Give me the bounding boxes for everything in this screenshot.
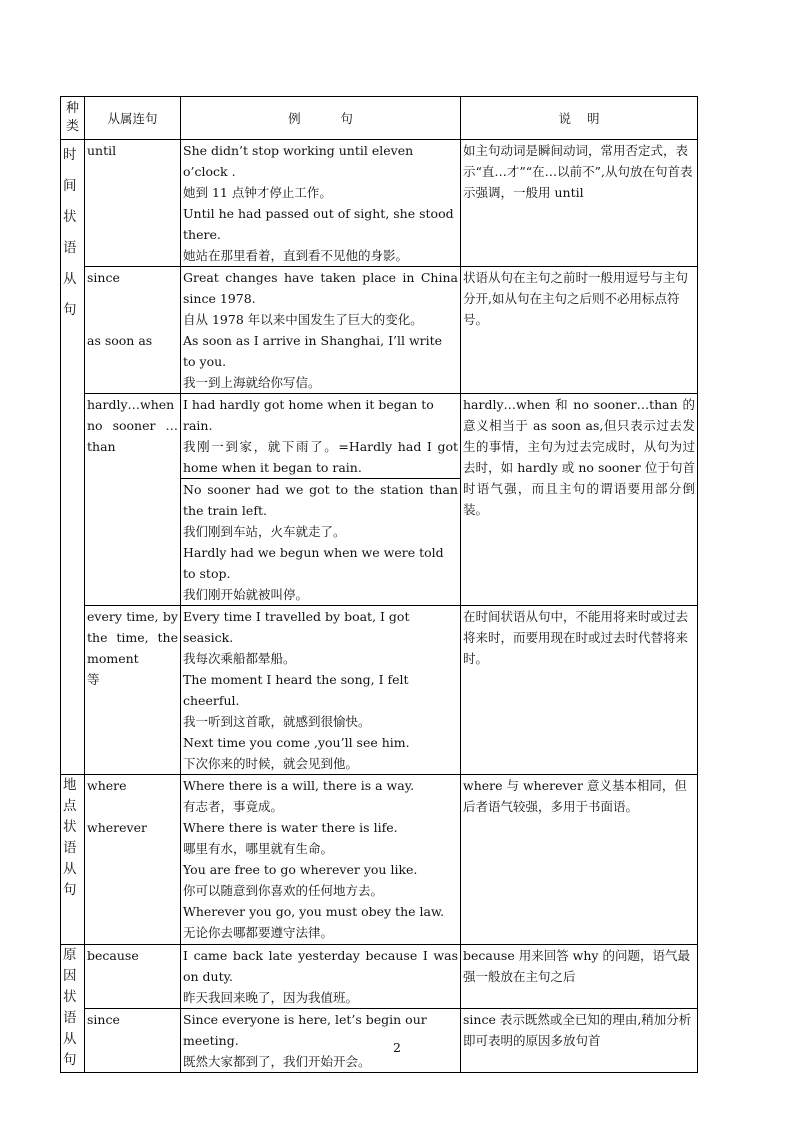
example-sentence: Until he had passed out of sight, she stood there. (183, 206, 454, 242)
table-row (61, 606, 698, 775)
group-char: 语 (63, 1010, 77, 1026)
group-char: 状 (63, 209, 77, 225)
spacer (87, 288, 178, 330)
example-sentence: Wherever you go, you must obey the law. (183, 904, 445, 919)
conjunction: because (87, 948, 139, 963)
group-char: 句 (63, 302, 77, 318)
example-translation: 自从 1978 年以来中国发生了巨大的变化。 (183, 312, 423, 327)
group-char: 从 (63, 271, 77, 287)
example-cell (181, 775, 461, 945)
example-translation: 无论你去哪都要遵守法律。 (183, 925, 334, 940)
group-char: 从 (63, 861, 77, 877)
group-char: 原 (63, 947, 77, 963)
example-translation: 我每次乘船都晕船。 (183, 651, 296, 666)
group-char: 状 (63, 819, 77, 835)
example-translation: 既然大家都到了，我们开始开会。 (183, 1054, 371, 1069)
table-row (61, 140, 698, 267)
example-translation: 我一听到这首歌，就感到很愉快。 (183, 714, 371, 729)
page-number: 2 (393, 1040, 401, 1055)
example-cell (181, 394, 461, 606)
group-char: 语 (63, 840, 77, 856)
example-translation: 我刚一到家，就下雨了。=Hardly had I got home when it began to rain. (183, 439, 458, 475)
example-group-b (181, 478, 460, 605)
group-char: 状 (63, 989, 77, 1005)
explanation-cell: since 表示既然或全已知的理由,稍加分析即可表明的原因多放句首 (461, 1009, 698, 1073)
example-sentence: As soon as I arrive in Shanghai, I’ll write to you. (183, 333, 443, 369)
example-translation: 我们刚开始就被叫停。 (183, 587, 309, 602)
example-group-a (181, 394, 460, 478)
header-row (61, 97, 698, 140)
header-example: 例 句 (181, 97, 461, 140)
example-sentence: I had hardly got home when it began to rain. (183, 397, 434, 433)
group-char: 间 (63, 178, 77, 194)
conjunction: since (87, 270, 120, 285)
table-row (61, 394, 698, 606)
example-sentence: Where there is water there is life. (183, 820, 398, 835)
group-char: 因 (63, 968, 77, 984)
example-translation: 我一到上海就给你写信。 (183, 375, 321, 390)
conjunction: since (87, 1012, 120, 1027)
explanation-cell: 在时间状语从句中，不能用将来时或过去将来时，而要用现在时或过去时代替将来时。 (461, 606, 698, 775)
example-cell (181, 945, 461, 1009)
example-sentence: She didn’t stop working until eleven o’clock . (183, 143, 414, 179)
header-conj: 从属连句 (85, 97, 181, 140)
conjunction-group (85, 394, 180, 457)
conjunction: until (87, 143, 117, 158)
example-translation: 我们刚到车站，火车就走了。 (183, 524, 346, 539)
example-sentence: Every time I travelled by boat, I got seasick. (183, 609, 410, 645)
group-label-place (61, 775, 85, 945)
header-explain: 说 明 (461, 97, 698, 140)
example-sentence: I came back late yesterday because I was on duty. (183, 948, 458, 984)
example-translation: 有志者，事竟成。 (183, 799, 284, 814)
group-char: 语 (63, 240, 77, 256)
group-char: 时 (63, 147, 77, 163)
conjunction-cell (85, 394, 181, 606)
conjunction: 等 (87, 672, 100, 687)
explanation-cell: hardly…when 和 no sooner…than 的意义相当于 as soon as,但只表示过去发生的事情，主句为过去完成时，从句为过去时，如 hardly 或 no sooner 位于句首时语气强，而且主句的谓语要用部分倒装。 (461, 394, 698, 606)
example-translation: 她到 11 点钟才停止工作。 (183, 185, 332, 200)
group-char: 地 (63, 777, 77, 793)
conjunction: no sooner …than (87, 418, 178, 454)
conjunction-cell (85, 945, 181, 1009)
group-char: 句 (63, 1052, 77, 1068)
example-translation: 昨天我回来晚了，因为我值班。 (183, 990, 359, 1005)
conjunction-cell (85, 775, 181, 945)
example-sentence: Since everyone is here, let’s begin our meeting. (183, 1012, 427, 1048)
conjunction-cell (85, 140, 181, 267)
conjunction-cell (85, 267, 181, 394)
example-cell (181, 267, 461, 394)
conjunction: where (87, 778, 127, 793)
grammar-table (60, 96, 698, 1073)
table-row (61, 775, 698, 945)
explanation-cell: because 用来回答 why 的问题，语气最强一般放在主句之后 (461, 945, 698, 1009)
example-translation: 你可以随意到你喜欢的任何地方去。 (183, 883, 384, 898)
example-sentence: Where there is a will, there is a way. (183, 778, 415, 793)
explanation-cell: 如主句动词是瞬间动词，常用否定式，表示“直…才”“在…以前不”,从句放在句首表示强调，一般用 until (461, 140, 698, 267)
example-sentence: You are free to go wherever you like. (183, 862, 418, 877)
conjunction: as soon as (87, 333, 153, 348)
example-translation: 她站在那里看着，直到看不见他的身影。 (183, 248, 409, 263)
example-translation: 下次你来的时候，就会见到他。 (183, 756, 359, 771)
example-sentence: Great changes have taken place in China since 1978. (183, 270, 458, 306)
example-sentence: The moment I heard the song, I felt cheerful. (183, 672, 409, 708)
group-label-time (61, 140, 85, 775)
example-cell (181, 140, 461, 267)
group-char: 句 (63, 882, 77, 898)
example-sentence: No sooner had we got to the station than the train left. (183, 482, 458, 518)
group-char: 从 (63, 1031, 77, 1047)
example-sentence: Hardly had we begun when we were told to stop. (183, 545, 444, 581)
example-cell (181, 606, 461, 775)
conjunction: wherever (87, 820, 147, 835)
example-sentence: Next time you come ,you’ll see him. (183, 735, 410, 750)
spacer (87, 796, 178, 817)
conjunction: every time, by the time, the moment (87, 609, 178, 666)
explanation-cell: where 与 wherever 意义基本相同，但后者语气较强，多用于书面语。 (461, 775, 698, 945)
group-char: 点 (63, 798, 77, 814)
conjunction-cell (85, 606, 181, 775)
header-kind: 种类 (61, 97, 85, 140)
conjunction: hardly…when (87, 397, 175, 412)
explanation-cell: 状语从句在主句之前时一般用逗号与主句分开,如从句在主句之后则不必用标点符号。 (461, 267, 698, 394)
table-row (61, 945, 698, 1009)
table-row (61, 267, 698, 394)
example-translation: 哪里有水，哪里就有生命。 (183, 841, 334, 856)
